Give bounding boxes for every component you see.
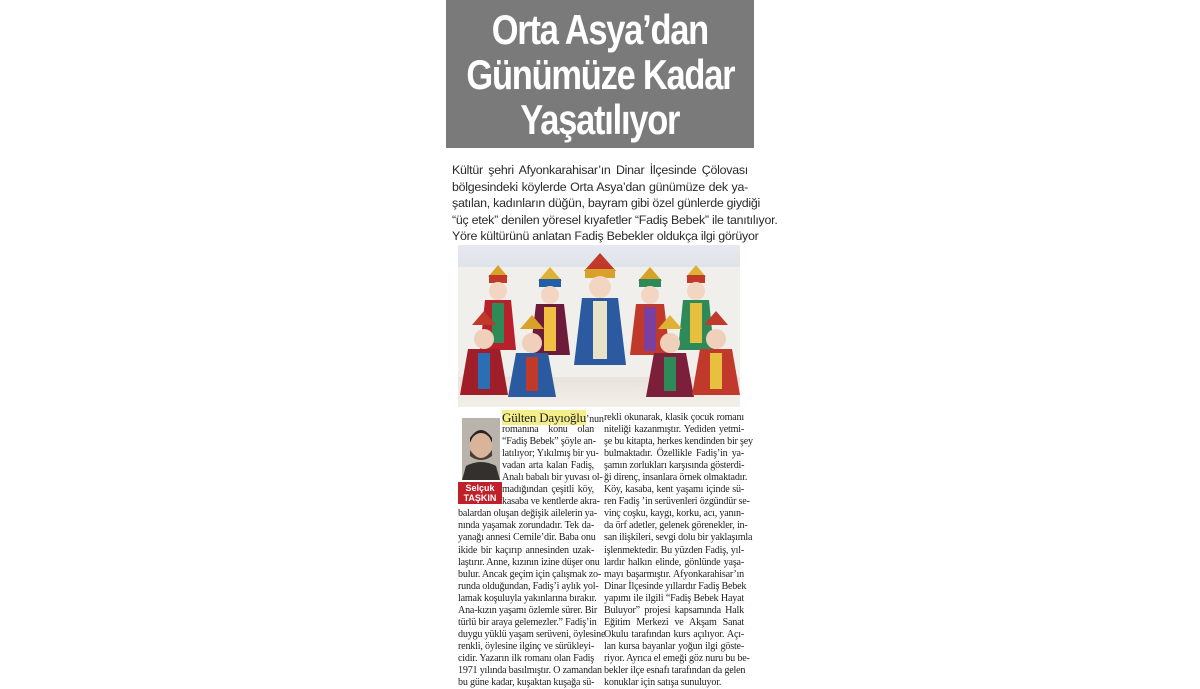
body-line: işlenmektedir. Bu yüzden Fadiş, yıl- (604, 544, 744, 556)
body-line: lamak koşuluyla yakınlarına bırakır. (458, 592, 597, 604)
body-line: laştırır. Anne, kızının izine düşer onu (458, 556, 600, 568)
body-line-first-rest: ’nun (586, 414, 604, 425)
body-column-left (458, 410, 606, 689)
body-line: Okulu tarafından kurs açılıyor. Açı- (604, 628, 744, 640)
body-line: nında yaşamak zorundadır. Tek da- (458, 520, 594, 532)
body-line-last: konuklar için satışa sunuluyor. (604, 677, 722, 689)
body-line: Buluyor” projesi kapsamında Halk (604, 604, 744, 616)
body-line: balardan oluşan değişik ailelerin ya- (458, 508, 597, 520)
lead-line: bölgesindeki köylerde Orta Asya’dan günümüze dek ya- (452, 179, 748, 194)
body-line: yapımı ile ilgili “Fadiş Bebek Hayat (604, 592, 744, 604)
doll-back-3 (574, 253, 626, 365)
body-line: rekli okunarak, klasik çocuk romanı (604, 412, 744, 423)
body-line: duygu yüklü yaşam serüveni, öylesine (458, 628, 606, 640)
body-line-first (458, 410, 604, 425)
body-column-right (604, 412, 753, 689)
body-line: Köy, kasaba, kent yaşamı içinde sü- (604, 484, 744, 496)
body-line: ren Fadiş ’in serüvenleri özgündür se- (604, 496, 750, 508)
body-line: vadan arta kalan Fadiş, (502, 460, 594, 472)
lead-line: “üç etek” denilen yöresel kıyafetler “Fadiş Bebek” ile tanıtılıyor. (452, 212, 778, 227)
body-line: yanağı annesi Cemile’dir. Baba onu (458, 532, 596, 544)
body-line: kasaba ve kentlerde akra- (502, 496, 600, 508)
body-line: cidir. Yazarın ilk romanı olan Fadiş (458, 652, 594, 664)
headline-box (446, 0, 754, 148)
body-line: bulmaktadır. Özellikle Fadiş’in ya- (604, 448, 744, 460)
body-line: bulur. Ancak geçim için çalışmak zo- (458, 568, 602, 580)
body-line: şamın zorlukları karşısında gösterdi- (604, 460, 745, 472)
body-line: ği direnç, insanlara örnek olmaktadır. (604, 472, 748, 484)
body-line: da örf adetler, gelenek görenekler, in- (604, 520, 748, 532)
lead-line: Kültür şehri Afyonkarahisar’ın Dinar İlçesinde Çölovası (452, 163, 748, 177)
body-line: runda olduğundan, Fadiş’i aylık yol- (458, 580, 599, 592)
body-line: san ilişkileri, sevgi dolu bir yaklaşımla (604, 532, 753, 544)
author-first-name: Selçuk (465, 483, 495, 493)
body-line: vinç coşku, kaygı, korku, acı, yanın- (604, 508, 744, 520)
body-line: niteliği kazanmıştır. Yediden yetmi- (604, 424, 744, 436)
headline-line-3: Yaşatılıyor (520, 95, 680, 143)
body-line: mayı başarmıştır. Afyonkarahisar’ın (604, 568, 744, 580)
body-line: ikide bir kaçırıp annesinden uzak- (458, 544, 594, 556)
body-line: Dinar İlçesinde yıllardır Fadiş Bebek (604, 580, 747, 592)
lead-paragraph (452, 162, 778, 245)
body-line: Analı babalı bir yuvası ol- (502, 472, 603, 484)
lead-line: Yöre kültürünü anlatan Fadiş Bebekler oldukça ilgi görüyor (452, 229, 759, 244)
dolls-photo (458, 245, 740, 407)
body-line: riyor. Ayrıca el emeği göz nuru bu be- (604, 652, 750, 664)
body-line: 1971 yılında basılmıştır. O zamandan (458, 664, 602, 676)
body-line: latılıyor; Yıkılmış bir yu- (502, 448, 599, 460)
body-line: bekler ilçe esnafı tarafından da gelen (604, 664, 746, 676)
body-line: şe bu kitapta, herkes kendinden bir şey (604, 436, 753, 448)
lead-line: şatılan, kadınların düğün, bayram gibi özel günlerde giydiği (452, 196, 761, 211)
body-line: “Fadiş Bebek” şöyle an- (502, 436, 596, 448)
dolls-illustration (458, 245, 740, 407)
body-line: lardır halkın elinde, gönlünde yaşa- (604, 556, 744, 568)
body-line: renkli, öylesine ilginç ve sürükleyi- (458, 640, 594, 652)
body-line: madığından çeşitli köy, (502, 484, 594, 496)
author-last-name: TAŞKIN (463, 493, 497, 503)
body-line: türlü bir araya gelemezler.” Fadiş’in (458, 616, 597, 628)
body-line: romanına konu olan (502, 424, 594, 436)
author-reference-highlight: Gülten Dayıoğlu (502, 410, 587, 425)
headline-line-1: Orta Asya’dan (491, 5, 709, 53)
body-line: Eğitim Merkezi ve Akşam Sanat (604, 616, 744, 628)
body-line: bu güne kadar, kuşaktan kuşağa sü- (458, 677, 595, 689)
headline-line-2: Günümüze Kadar (466, 50, 734, 98)
body-line: Ana-kızın yaşamı özlemle sürer. Bir (458, 604, 598, 616)
body-line: lan kursa bayanlar yoğun ilgi göste- (604, 640, 744, 652)
